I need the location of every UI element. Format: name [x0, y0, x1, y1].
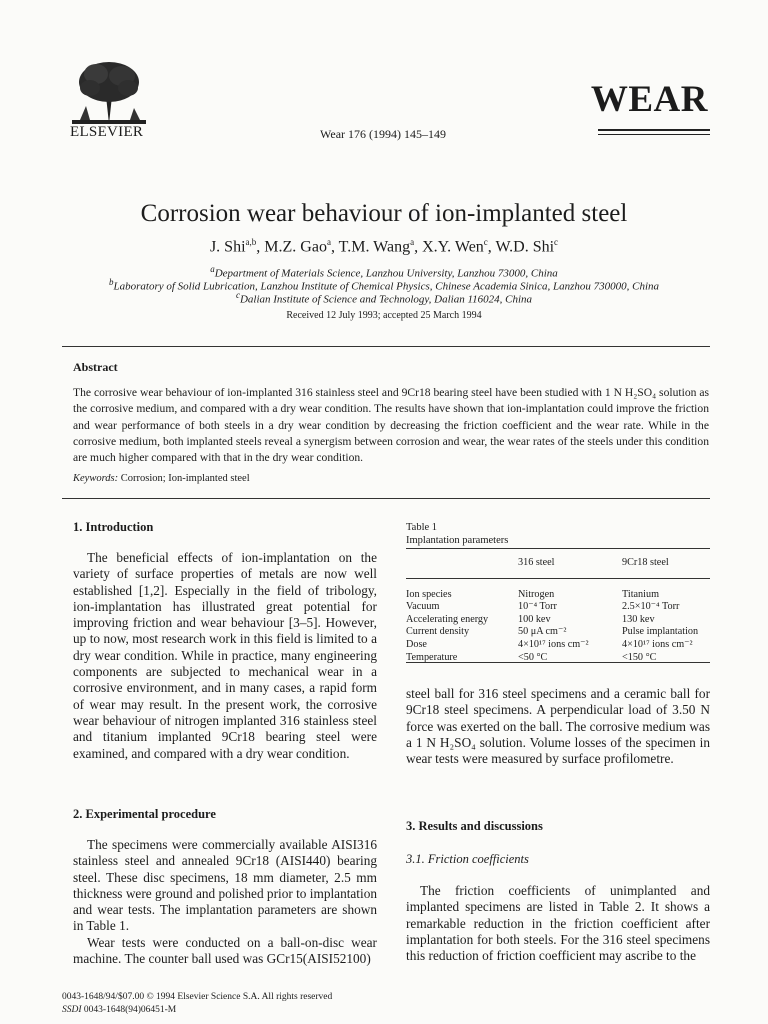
table-row: [406, 614, 710, 627]
implantation-parameters-table: [406, 548, 710, 666]
table-bottom-rule: [406, 662, 710, 663]
table-cell: 2.5×10⁻⁴ Torr: [622, 601, 680, 613]
paragraph: Wear tests were conducted on a ball-on-disc wear machine. The counter ball used was GCr15(AISI52100): [73, 934, 377, 967]
table-cell: Current density: [406, 626, 470, 638]
table-caption: [406, 521, 508, 547]
divider: [62, 498, 710, 499]
affiliation: $^b$Laboratory of Solid Lubrication, Lanzhou Institute of Chemical Physics, Chinese Academia Sinica, Lanzhou 730000, China: [108, 277, 659, 293]
author-affil-mark: a,b: [245, 237, 257, 247]
ssdi-line: SSDI 0043-1648(94)06451-M: [62, 1005, 177, 1015]
table-row: [406, 578, 710, 601]
abstract-text: The corrosive wear behaviour of ion-implanted 316 stainless steel and 9Cr18 bearing steel have been studied with 1 N H₂SO₄ solution as the corrosive medium, and compared with a dry wear condition. The results have shown that ion-implantation could improve the friction and wear performance of both steels in a dry wear condition by decreasing the friction coefficient and the wear rate. While in the corrosive medium, both implanted steels reveal a synergism between corrosion and wear, the wear rates of the steels under this condition are much higher compared with that in the dry wear condition.: [73, 386, 709, 465]
table-cell: <50 °C: [518, 651, 548, 663]
journal-title: WEAR: [590, 79, 708, 120]
table-cell: Accelerating energy: [406, 613, 489, 625]
introduction-body: [73, 550, 377, 762]
article-title: Corrosion wear behaviour of ion-implanted steel: [140, 200, 628, 227]
affiliation: $^a$Department of Materials Science, Lanzhou University, Lanzhou 73000, China: [210, 264, 558, 280]
publisher-name: ELSEVIER: [70, 124, 144, 140]
journal-rule: [598, 129, 710, 131]
author: J. Shi: [209, 238, 246, 256]
author-affil-mark: a: [326, 237, 331, 247]
author: M.Z. Gao: [264, 238, 327, 256]
table-cell: Temperature: [406, 651, 458, 663]
friction-body: [406, 883, 710, 964]
section-heading-experimental: 2. Experimental procedure: [73, 807, 216, 821]
copyright-line: 0043-1648/94/$07.00 © 1994 Elsevier Science S.A. All rights reserved: [62, 992, 333, 1002]
table-cell: 4×10¹⁷ ions cm⁻²: [622, 638, 693, 650]
table-row: [406, 639, 710, 652]
table-row: [406, 626, 710, 639]
section-heading-results: 3. Results and discussions: [406, 819, 543, 833]
table-title: Implantation parameters: [406, 535, 509, 546]
table-cell: 100 kev: [518, 613, 551, 625]
table-row: [406, 601, 710, 614]
paragraph: The friction coefficients of unimplanted and implanted specimens are listed in Table 2. It shows a remarkable reduction in the friction coefficient after implantation for both steels. For the 316 steel specimens this reduction of friction coefficient may ascribe to the: [406, 883, 710, 964]
table-header-cell: [406, 549, 518, 579]
subsection-heading-friction: 3.1. Friction coefficients: [406, 852, 529, 866]
author: T.M. Wang: [338, 238, 411, 256]
table-cell: 50 μA cm⁻²: [518, 626, 567, 638]
table-row: [406, 652, 710, 667]
author-list: J. Shi$^{a,b}$, M.Z. Gao$^a$, T.M. Wang$^a$, X.Y. Wen$^c$, W.D. Shi$^c$: [209, 237, 559, 256]
journal-citation: Wear 176 (1994) 145–149: [320, 127, 447, 141]
affiliation: $^c$Dalian Institute of Science and Technology, Dalian 116024, China: [235, 290, 533, 306]
table-cell: Pulse implantation: [622, 626, 699, 638]
table-header-cell: 9Cr18 steel: [622, 557, 669, 568]
section-heading-introduction: 1. Introduction: [73, 520, 154, 534]
paragraph: steel ball for 316 steel specimens and a ceramic ball for 9Cr18 steel specimens. A perpendicular load of 3.50 N force was exerted on the ball. The corrosive medium was a 1 N H₂SO₄ solution. Volume losses of the specimen in wear tests were measured by surface profilometre.: [406, 686, 710, 767]
table-cell: <150 °C: [622, 651, 657, 663]
table-cell: 4×10¹⁷ ions cm⁻²: [518, 638, 589, 650]
journal-rule: [598, 134, 710, 135]
elsevier-tree-logo: [66, 56, 152, 128]
table-cell: Ion species: [406, 588, 452, 600]
table-cell: Dose: [406, 638, 427, 650]
paragraph: The beneficial effects of ion-implantation on the variety of surface properties of metals are now well established [1,2]. Especially in the field of tribology, ion-implantation has illustrated great potential for improving friction and wear behaviour [3–5]. However, up to now, most research work in this field is limited to a dry wear condition. While in practice, many engineering components are subjected to mechanical wear in a corrosive environment, and in many cases, a rapid form of wear may result. In the present work, the corrosive wear behaviour of nitrogen implanted 316 stainless steel and titanium implanted 9Cr18 bearing steel were examined, and compared with a dry wear condition.: [73, 550, 377, 761]
table-header-row: [406, 549, 710, 579]
divider: [62, 346, 710, 347]
table-cell: Nitrogen: [518, 588, 555, 600]
keywords: Keywords: Corrosion; Ion-implanted steel: [73, 473, 250, 484]
experimental-body-continued: [406, 686, 710, 767]
author-affil-mark: c: [483, 237, 488, 247]
table-cell: Titanium: [622, 588, 659, 600]
paragraph: The specimens were commercially available AISI316 stainless steel and annealed 9Cr18 (AISI440) bearing steel. These disc specimens, 18 mm diameter, 2.5 mm thickness were ground and polished prior to implantation and wear tests. The implantation parameters are shown in Table 1.: [73, 837, 377, 934]
table-cell: 10⁻⁴ Torr: [518, 601, 557, 613]
table-cell: 130 kev: [622, 613, 655, 625]
author: X.Y. Wen: [422, 238, 484, 256]
table-cell: Vacuum: [406, 601, 440, 613]
table-header-cell: 316 steel: [518, 557, 555, 568]
abstract-heading: Abstract: [73, 360, 118, 374]
author-affil-mark: a: [410, 237, 415, 247]
author-affil-mark: c: [554, 237, 559, 247]
received-dates: Received 12 July 1993; accepted 25 March 1994: [286, 310, 482, 321]
author: W.D. Shi: [495, 238, 555, 256]
experimental-body: [73, 837, 377, 967]
copyright-footer: [62, 991, 332, 1017]
table-label: Table 1: [406, 522, 438, 533]
